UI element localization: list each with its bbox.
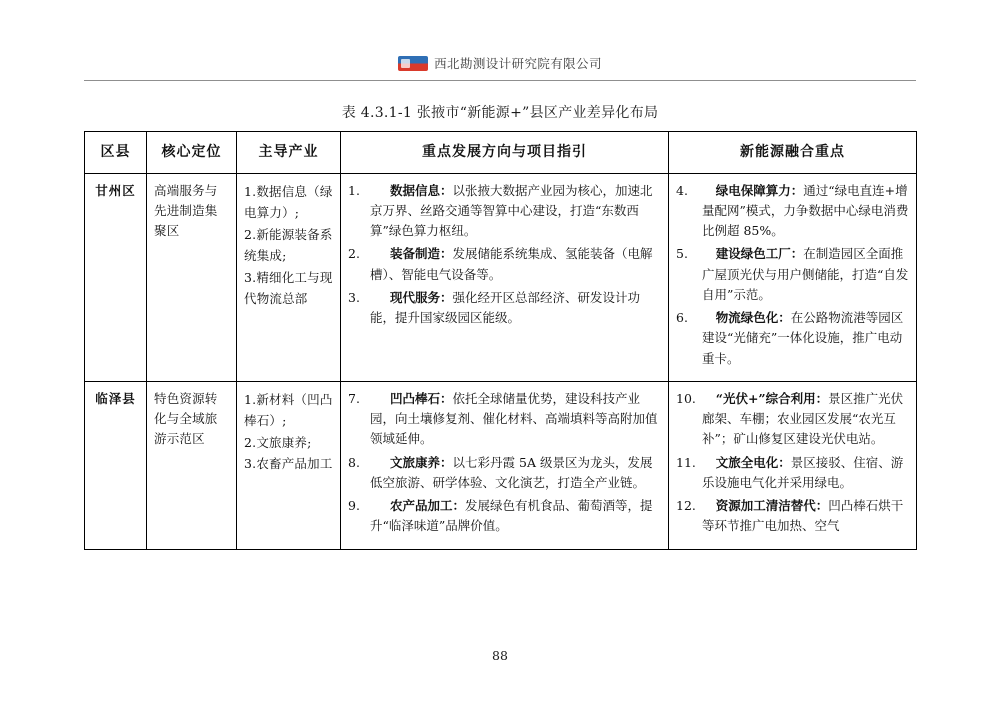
cell-position: 特色资源转化与全域旅游示范区 bbox=[147, 381, 237, 549]
list-item: 2.新能源装备系统集成; bbox=[244, 226, 333, 264]
item-body bbox=[370, 288, 661, 329]
item-title: 文旅全电化： bbox=[715, 454, 791, 470]
item-number: 10. bbox=[676, 390, 696, 406]
page-content bbox=[84, 0, 916, 707]
list-item bbox=[348, 453, 661, 494]
list-item: 1.新材料（凹凸棒石）; bbox=[244, 391, 333, 429]
industry-list bbox=[244, 389, 333, 475]
list-item bbox=[676, 389, 909, 450]
energy-list bbox=[676, 389, 909, 537]
item-body bbox=[370, 181, 661, 242]
item-text: 在公路物流港等园区建设“光储充”一体化设施，推广电动重卡。 bbox=[702, 310, 904, 366]
item-number: 7. bbox=[348, 390, 360, 406]
industry-layout-table bbox=[84, 131, 917, 550]
item-title: 数据信息： bbox=[390, 182, 453, 198]
item-body bbox=[702, 453, 909, 494]
cell-focus-directions bbox=[341, 173, 669, 381]
item-text: 依托全球储量优势，建设科技产业园，向土壤修复剂、催化材料、高端填料等高附加值领域延伸。 bbox=[370, 390, 658, 447]
item-title: 现代服务： bbox=[390, 289, 453, 305]
list-item: 3.精细化工与现代物流总部 bbox=[244, 269, 333, 307]
item-text: 发展储能系统集成、氢能装备（电解槽）、智能电气设备等。 bbox=[370, 246, 653, 282]
list-item bbox=[348, 389, 661, 450]
item-title: 建设绿色工厂： bbox=[715, 246, 804, 262]
industry-list bbox=[244, 181, 333, 310]
item-title: “光伏+”综合利用： bbox=[715, 390, 829, 406]
item-title: 农产品加工： bbox=[390, 498, 466, 514]
list-item bbox=[676, 453, 909, 494]
item-number: 5. bbox=[676, 246, 688, 262]
cell-position: 高端服务与先进制造集聚区 bbox=[147, 173, 237, 381]
item-body bbox=[702, 244, 909, 305]
column-header-focus: 重点发展方向与项目指引 bbox=[341, 132, 669, 174]
table-row bbox=[85, 173, 917, 381]
header-divider bbox=[84, 80, 916, 81]
item-text: 强化经开区总部经济、研发设计功能，提升国家级园区能级。 bbox=[370, 289, 641, 326]
list-item bbox=[676, 244, 909, 305]
focus-list bbox=[348, 181, 661, 329]
focus-list bbox=[348, 389, 661, 537]
item-body bbox=[702, 496, 909, 537]
table-caption: 表 4.3.1-1 张掖市“新能源+”县区产业差异化布局 bbox=[341, 105, 659, 121]
cell-energy-focus bbox=[669, 173, 917, 381]
list-item bbox=[348, 244, 661, 285]
cell-industry bbox=[237, 173, 341, 381]
list-item bbox=[348, 288, 661, 329]
company-logo-icon bbox=[398, 56, 428, 71]
item-text: 景区推广光伏廊架、车棚；农业园区发展“农光互补”；矿山修复区建设光伏电站。 bbox=[702, 390, 904, 447]
item-number: 3. bbox=[348, 289, 360, 305]
cell-region: 临泽县 bbox=[85, 381, 147, 549]
list-item bbox=[676, 496, 909, 537]
list-item bbox=[676, 308, 909, 369]
list-item bbox=[348, 496, 661, 537]
item-body bbox=[702, 389, 909, 450]
table-row bbox=[85, 381, 917, 549]
list-item: 2.文旅康养; bbox=[244, 434, 312, 450]
item-number: 6. bbox=[676, 310, 688, 326]
item-number: 2. bbox=[348, 246, 360, 262]
item-number: 8. bbox=[348, 454, 360, 470]
column-header-position: 核心定位 bbox=[147, 132, 237, 174]
item-body bbox=[370, 389, 661, 450]
list-item: 1.数据信息（绿电算力）; bbox=[244, 183, 333, 221]
item-body bbox=[702, 308, 909, 369]
item-body bbox=[370, 496, 661, 537]
header-company-row bbox=[398, 54, 602, 72]
column-header-energy: 新能源融合重点 bbox=[669, 132, 917, 174]
item-number: 11. bbox=[676, 454, 696, 470]
item-title: 绿电保障算力： bbox=[715, 182, 804, 198]
item-body bbox=[370, 453, 661, 494]
item-number: 4. bbox=[676, 182, 688, 198]
energy-list bbox=[676, 181, 909, 369]
column-header-industry: 主导产业 bbox=[237, 132, 341, 174]
item-title: 物流绿色化： bbox=[715, 310, 791, 326]
cell-region: 甘州区 bbox=[85, 173, 147, 381]
list-item: 3.农畜产品加工 bbox=[244, 456, 333, 472]
cell-industry bbox=[237, 381, 341, 549]
item-number: 1. bbox=[348, 182, 360, 198]
table-header-row bbox=[85, 132, 917, 174]
document-header bbox=[84, 54, 916, 75]
item-text: 在制造园区全面推广屋顶光伏与用户侧储能，打造“自发自用”示范。 bbox=[702, 246, 909, 302]
item-title: 文旅康养： bbox=[390, 454, 453, 470]
item-text: 凹凸棒石烘干等环节推广电加热、空气 bbox=[702, 498, 904, 534]
item-text: 通过“绿电直连+增量配网”模式，力争数据中心绿电消费比例超 85%。 bbox=[702, 182, 909, 239]
cell-focus-directions bbox=[341, 381, 669, 549]
table-container bbox=[84, 131, 916, 550]
item-text: 以张掖大数据产业园为核心，加速北京万界、丝路交通等智算中心建设，打造“东数西算”绿色算力枢纽。 bbox=[370, 182, 653, 239]
page-number: 88 bbox=[492, 648, 508, 663]
item-text: 景区接驳、住宿、游乐设施电气化并采用绿电。 bbox=[702, 454, 904, 490]
company-name: 西北勘测设计研究院有限公司 bbox=[434, 56, 602, 71]
item-text: 以七彩丹霞 5A 级景区为龙头，发展低空旅游、研学体验、文化演艺，打造全产业链。 bbox=[370, 454, 653, 490]
item-title: 资源加工清洁替代： bbox=[715, 498, 829, 514]
item-title: 凹凸棒石： bbox=[390, 390, 453, 406]
list-item bbox=[348, 181, 661, 242]
cell-energy-focus bbox=[669, 381, 917, 549]
item-body bbox=[702, 181, 909, 242]
item-text: 发展绿色有机食品、葡萄酒等，提升“临泽味道”品牌价值。 bbox=[370, 498, 653, 534]
item-number: 9. bbox=[348, 498, 360, 514]
list-item bbox=[676, 181, 909, 242]
item-body bbox=[370, 244, 661, 285]
item-title: 装备制造： bbox=[390, 246, 453, 262]
column-header-region: 区县 bbox=[85, 132, 147, 174]
item-number: 12. bbox=[676, 498, 696, 514]
